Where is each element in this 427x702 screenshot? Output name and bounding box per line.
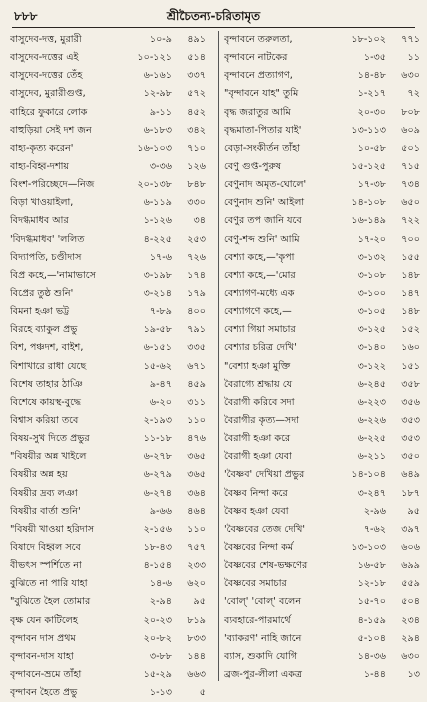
entry-page: ৯৫ [407, 505, 420, 517]
index-entry [10, 285, 206, 303]
entry-text: বেণু গুপ্ত-পুরুষ [224, 160, 282, 172]
entry-reference: ৬-১৫১ [143, 342, 172, 354]
index-entry [224, 521, 420, 539]
entry-reference: ১১-১৮ [143, 433, 172, 445]
entry-page: ৩৩০ [187, 197, 206, 209]
entry-reference: ১০-৫৮ [357, 142, 386, 154]
entry-text: বৃন্দাবনে প্রত্যাগণ, [224, 70, 293, 82]
entry-page: ১৬০ [401, 342, 420, 354]
index-entry [10, 140, 206, 158]
entry-page: ৩৩৫ [187, 342, 206, 354]
entry-page: ৬৩০ [401, 650, 420, 662]
entry-reference: ৬-২২৫ [357, 433, 386, 445]
index-entry [10, 503, 206, 521]
entry-page: ৩৫৮ [401, 378, 420, 390]
entry-text: বিদগ্ধমাধব আর [10, 215, 69, 227]
entry-text: 'ব্যাকরণ' নাহি জানে [224, 632, 302, 644]
index-entry [10, 612, 206, 630]
index-entry [10, 31, 206, 49]
index-entry [224, 648, 420, 666]
entry-text: বৈষ্ণবের সমাচার [224, 578, 287, 590]
entry-reference: ১৭-৬ [149, 251, 172, 263]
entry-reference: ৬-১৮৩ [143, 124, 172, 136]
entry-reference: ৩-২৪৭ [357, 487, 386, 499]
entry-reference: ১২-১৮ [357, 578, 386, 590]
entry-reference: ১৫-৬২ [143, 360, 172, 372]
column-divider [218, 31, 219, 681]
entry-page: ৬৯৯ [401, 560, 420, 572]
entry-page: ৫১৪ [187, 52, 206, 64]
index-entry [10, 430, 206, 448]
entry-page: ৩৪ [193, 215, 206, 227]
entry-reference: ১-৩৫ [363, 52, 386, 64]
entry-page: ১১০ [187, 414, 206, 426]
header-rule [12, 27, 415, 28]
entry-reference: ১-৪৪ [363, 668, 386, 680]
entry-reference: ৬-২২৬ [357, 414, 386, 426]
entry-reference: ২০-৩০ [357, 106, 386, 118]
entry-page: ৪৬৪ [187, 505, 206, 517]
entry-text: বৈষ্ণবের শেষ-ভক্ষণের [224, 560, 308, 572]
entry-text: বাহুড়িয়া সেই দশ জন [10, 124, 92, 136]
running-title: শ্রীচৈতন্য-চরিতামৃত [166, 9, 261, 23]
index-entry [10, 231, 206, 249]
entry-reference: ৭-৬২ [363, 523, 386, 535]
entry-text: ব্যাস, শুকাদি যোগি [224, 650, 298, 662]
index-entry [10, 557, 206, 575]
index-entry [224, 575, 420, 593]
entry-page: ৩৫৩ [401, 433, 420, 445]
index-entry [224, 285, 420, 303]
entry-page: ৬৭১ [187, 360, 206, 372]
entry-text: বৃদ্ধমাতা-পিতার যাই' [224, 124, 302, 136]
entry-text: বিষাদে বিহ্বল সবে [10, 541, 81, 553]
entry-text: বেশ্যা কহে,—'কৃপা [224, 251, 295, 263]
entry-reference: ৬-২৭৯ [143, 469, 172, 481]
index-entry [10, 394, 206, 412]
index-entry [10, 249, 206, 267]
entry-reference: ৩-৩৬ [149, 160, 172, 172]
entry-page: ১৮৭ [401, 487, 420, 499]
entry-text: "বৃন্দাবনে যাহ" তুমি [224, 88, 299, 100]
entry-page: ৩১১ [187, 396, 206, 408]
index-entry [224, 466, 420, 484]
entry-page: ৪৭৬ [187, 433, 206, 445]
entry-reference: ১৪-৩৬ [357, 650, 386, 662]
entry-reference: ১-১৩ [149, 687, 172, 699]
entry-page: ১৭৯ [187, 287, 206, 299]
index-entry [10, 339, 206, 357]
entry-reference: ১৬-১০৩ [137, 142, 172, 154]
entry-page: ৩৫৬ [401, 396, 420, 408]
index-entry [10, 212, 206, 230]
entry-text: বেশ্যাগণে কহে,— [224, 306, 292, 318]
entry-page: ৬২০ [187, 578, 206, 590]
entry-text: বৃক্ষ যেন কাটিলেহ [10, 614, 78, 626]
entry-reference: ৯-৬৬ [149, 505, 172, 517]
index-entry [224, 376, 420, 394]
entry-page: ৮৪৮ [187, 179, 206, 191]
page-number: ৮৮৮ [14, 9, 38, 23]
index-entry [10, 49, 206, 67]
index-entry [10, 485, 206, 503]
entry-text: বৈরাগ্যে শ্রদ্ধায় যে [224, 378, 293, 390]
entry-reference: ৩-২১৪ [143, 287, 172, 299]
entry-text: "বিষয়ীর অন্ন খাইলে [10, 451, 87, 463]
entry-page: ১১০ [187, 523, 206, 535]
index-entry [224, 212, 420, 230]
entry-text: বিমনা হঞা ভট্ট [10, 306, 70, 318]
entry-page: ১৫৫ [401, 251, 420, 263]
index-entry [224, 249, 420, 267]
entry-page: ৮১৯ [187, 614, 206, 626]
index-entry [10, 122, 206, 140]
index-entry [10, 176, 206, 194]
entry-reference: ১৪-৬ [149, 578, 172, 590]
entry-text: বিশাখারে রাধা যেছে [10, 360, 87, 372]
entry-page: ৭০০ [401, 233, 420, 245]
entry-text: বিশেষ তাহার ঠাঞি [10, 378, 83, 390]
entry-text: বৃন্দাবনে-ভ্রমে তাঁহা [10, 668, 82, 680]
entry-text: বেশ্যাগণ-মধ্যে এক [224, 287, 295, 299]
entry-reference: ৩-১৯৮ [143, 269, 172, 281]
entry-page: ৬৪৯ [401, 469, 420, 481]
entry-text: বিপ্রের তুষ্ঠ শুনি' [10, 287, 74, 299]
index-entry [224, 358, 420, 376]
index-entry [10, 194, 206, 212]
index-entry [10, 539, 206, 557]
entry-page: ১৪৪ [187, 650, 206, 662]
entry-text: ব্রজ-পুর-লীলা একত্র [224, 668, 303, 680]
index-entry [10, 521, 206, 539]
entry-text: বেড়া-সংকীর্তন তাঁহা [224, 142, 301, 154]
entry-reference: ৩-১০০ [357, 287, 386, 299]
index-entry [10, 67, 206, 85]
entry-page: ৪৯১ [187, 34, 206, 45]
entry-reference: ৩-১০৮ [357, 269, 386, 281]
entry-page: ৩৩৭ [187, 70, 206, 82]
left-column [10, 31, 206, 702]
entry-text: বৈষ্ণবের নিন্দা কর্ম [224, 541, 294, 553]
entry-page: ৪৫৯ [187, 378, 206, 390]
entry-text: ব্যবহারে-পারমার্থে [224, 614, 291, 626]
entry-text: বেণুর তপ জানি যবে [224, 215, 302, 227]
entry-page: ৫৫৯ [401, 578, 420, 590]
entry-text: বাহিরে ফুকারে লোক [10, 106, 88, 118]
entry-page: ৬৫০ [401, 197, 420, 209]
entry-text: "বুঝিতে হৈল তোমার [10, 596, 91, 608]
index-entry [10, 321, 206, 339]
entry-reference: ২০-৮২ [143, 632, 172, 644]
entry-text: বুঝিতে না পারি যাহা [10, 578, 88, 590]
index-entry [224, 267, 420, 285]
index-entry [10, 303, 206, 321]
entry-page: ৮৩৩ [187, 632, 206, 644]
entry-page: ৯৫ [193, 596, 206, 608]
entry-text: বিশ্বাস করিয়া তবে [10, 414, 79, 426]
entry-page: ৪০০ [187, 306, 206, 318]
entry-reference: ১৬-১৪৯ [351, 215, 386, 227]
entry-reference: ১৮-৪৩ [143, 541, 172, 553]
index-entry [224, 539, 420, 557]
entry-reference: ৭-৮৯ [149, 306, 172, 318]
entry-page: ৭৯১ [187, 324, 206, 336]
entry-page: ৩৫০ [401, 451, 420, 463]
entry-reference: ১৪-১০৮ [351, 197, 386, 209]
index-entry [10, 104, 206, 122]
entry-page: ৩৬৫ [187, 469, 206, 481]
entry-reference: ১৭-৩৮ [357, 179, 386, 191]
entry-text: বিষয়-সুখ দিতে প্রভুর [10, 433, 90, 445]
index-entry [224, 122, 420, 140]
entry-page: ১৫২ [401, 324, 420, 336]
entry-page: ১৫১ [401, 360, 420, 372]
entry-text: বৈরাগী হঞা যেবা [224, 451, 292, 463]
entry-reference: ৬-১১৯ [143, 197, 172, 209]
index-entry [224, 593, 420, 611]
index-entry [224, 448, 420, 466]
entry-page: ১৪৮ [401, 306, 420, 318]
entry-page: ২৫৩ [187, 233, 206, 245]
entry-text: বৃন্দাবন-দাস যাহা [10, 650, 74, 662]
entry-reference: ৩-১২৫ [357, 324, 386, 336]
entry-page: ৭২৬ [187, 251, 206, 263]
index-entry [224, 49, 420, 67]
entry-reference: ৪-১৫৪ [143, 560, 172, 572]
entry-page: ৩৪২ [187, 124, 206, 136]
entry-page: ৪৫২ [187, 106, 206, 118]
index-entry [224, 176, 420, 194]
index-entry [10, 376, 206, 394]
index-entry [10, 158, 206, 176]
index-entry [10, 412, 206, 430]
index-entry [224, 85, 420, 103]
index-entry [10, 575, 206, 593]
entry-reference: ১০-৯ [149, 34, 172, 45]
entry-reference: ২০-১৩৮ [137, 179, 172, 191]
entry-page: ১৪৮ [401, 269, 420, 281]
page-header [0, 0, 427, 30]
entry-text: বীভৎস স্পর্শিতে না [10, 560, 82, 572]
index-entry [224, 412, 420, 430]
entry-page: ৭৩৪ [401, 179, 420, 191]
entry-text: "বিষয়ী খাওয়া হরিদাস [10, 523, 95, 535]
entry-text: বেশ্যা গিয়া সমাচার [224, 324, 296, 336]
index-entry [10, 630, 206, 648]
entry-text: বৃন্দাবন হৈতে প্রভু [10, 687, 78, 699]
index-entry [224, 339, 420, 357]
entry-reference: ১-১২৬ [143, 215, 172, 227]
entry-reference: ৪-১৫৯ [357, 614, 386, 626]
entry-reference: ১৩-১১৩ [351, 124, 386, 136]
entry-reference: ৩-১০৫ [357, 306, 386, 318]
entry-text: বিষয়ীর বার্তা শুনি' [10, 505, 81, 517]
entry-text: বাসুদেব-দত্ত, মুরারী [10, 34, 82, 45]
entry-page: ৩৬৫ [187, 451, 206, 463]
entry-page: ১৩ [407, 668, 420, 680]
index-entry [224, 158, 420, 176]
entry-reference: ২-১৯৩ [143, 414, 172, 426]
index-entry [224, 140, 420, 158]
entry-reference: ৬-২৪৫ [357, 378, 386, 390]
entry-reference: ২-৯৪ [149, 596, 172, 608]
index-entry [10, 666, 206, 684]
entry-text: বিদ্যাপতি, চণ্ডীদাস [10, 251, 82, 263]
index-entry [224, 557, 420, 575]
entry-page: ৭৭১ [401, 34, 420, 45]
entry-page: ৬০৯ [401, 124, 420, 136]
entry-text: 'বোল্' 'বোল্' বলেন [224, 596, 302, 608]
entry-text: বাহ্য-বিহ্ব-দশায় [10, 160, 70, 172]
entry-page: ১৪৭ [401, 287, 420, 299]
entry-reference: ৬-২৭৪ [143, 487, 172, 499]
entry-reference: ১৯-৫৮ [143, 324, 172, 336]
index-entry [10, 593, 206, 611]
entry-text: বৈষ্ণব নিন্দা করে [224, 487, 288, 499]
entry-reference: ৫-১০৪ [357, 632, 386, 644]
entry-text: বিংশ-পরিচ্ছেদে—নিজ [10, 179, 95, 191]
entry-text: বাসুদেব-দত্তের এই [10, 52, 79, 64]
entry-text: বৃন্দাবন দাস প্রথম [10, 632, 76, 644]
entry-page: ৫০১ [401, 142, 420, 154]
entry-page: ৬৩০ [401, 70, 420, 82]
entry-reference: ১৪-১০৪ [351, 469, 386, 481]
entry-reference: ৪-২২৫ [143, 233, 172, 245]
entry-text: বাসুদেব-দত্তের তেঁহ [10, 70, 83, 82]
entry-text: বৈরাগী হঞা করে [224, 433, 291, 445]
entry-reference: ৬-১৬১ [143, 70, 172, 82]
entry-reference: ১৫-২৯ [143, 668, 172, 680]
entry-text: বৈরাগীর কৃত্য—সদা [224, 414, 300, 426]
entry-text: বৈরাগী করিবে সদা [224, 396, 295, 408]
entry-page: ৬৬৩ [187, 668, 206, 680]
index-entry [224, 104, 420, 122]
entry-text: বেশ্যা কহে,—'মোর [224, 269, 296, 281]
entry-page: ৮০৮ [401, 106, 420, 118]
entry-page: ৫ [199, 687, 206, 699]
entry-text: বিষয়ীর অন্ন হয় [10, 469, 68, 481]
entry-text: বৈষ্ণব হঞা যেবা [224, 505, 289, 517]
entry-reference: ৬-২০ [149, 396, 172, 408]
entry-page: ৫৭২ [187, 88, 206, 100]
entry-text: বিশেষে কায়স্থ-বুদ্ধে [10, 396, 81, 408]
entry-text: বৃদ্ধ জরাতুর আমি [224, 106, 291, 118]
entry-reference: ১৫-৭০ [357, 596, 386, 608]
index-entry [10, 448, 206, 466]
entry-reference: ১০-১২১ [137, 52, 172, 64]
entry-reference: ১৩-১০৩ [351, 541, 386, 553]
index-entry [224, 630, 420, 648]
entry-page: ২৩৪ [401, 614, 420, 626]
entry-reference: ২-১৫৬ [143, 523, 172, 535]
entry-reference: ১৪-৪৮ [357, 70, 386, 82]
entry-text: 'বৈষ্ণবের তেজ দেখি' [224, 523, 306, 535]
entry-page: ১১ [407, 52, 420, 64]
entry-text: বিশ, পঞ্চদশ, বাইশ, [10, 342, 84, 354]
entry-text: বেণুনাদ শুনি' আইলা [224, 197, 305, 209]
entry-reference: ১৫-১২৫ [351, 160, 386, 172]
entry-page: ৩৫৩ [401, 414, 420, 426]
entry-page: ৩৯৭ [401, 523, 420, 535]
entry-text: বৃন্দাবনে তরুলতা, [224, 34, 293, 45]
entry-text: 'বৈষ্ণব' দেখিয়া প্রভুর [224, 469, 305, 481]
entry-text: বাসুদেব, মুরারীগুপ্ত, [10, 88, 86, 100]
entry-reference: ৩-৮৮ [149, 650, 172, 662]
entry-page: ১২৬ [187, 160, 206, 172]
index-entry [224, 666, 420, 684]
index-entry [10, 358, 206, 376]
entry-page: ৩৬৪ [187, 487, 206, 499]
entry-reference: ৩-১৪০ [357, 342, 386, 354]
entry-reference: ১-২১৭ [357, 88, 386, 100]
entry-reference: ৯-১১ [149, 106, 172, 118]
index-entry [224, 394, 420, 412]
index-entry [224, 67, 420, 85]
index-entry [224, 485, 420, 503]
entry-text: বেশ্যার চরিত্র দেখি' [224, 342, 297, 354]
entry-reference: ২০-২৩ [143, 614, 172, 626]
entry-page: ৭৫৭ [187, 541, 206, 553]
index-entry [224, 430, 420, 448]
index-entry [10, 85, 206, 103]
entry-page: ২৯৪ [401, 632, 420, 644]
entry-reference: ৩-১২২ [357, 360, 386, 372]
entry-page: ৭২২ [401, 215, 420, 227]
entry-text: বেণুনাদ অমৃত-ঘোলে' [224, 179, 307, 191]
entry-reference: ১২-৯৮ [143, 88, 172, 100]
entry-reference: ৩-১৩২ [357, 251, 386, 263]
entry-reference: ১৬-৫৮ [357, 560, 386, 572]
entry-reference: ২-৯৬ [363, 505, 386, 517]
index-entry [10, 648, 206, 666]
right-column [224, 31, 420, 684]
index-entry [224, 612, 420, 630]
index-entry [224, 303, 420, 321]
entry-reference: ৯-৪৭ [149, 378, 172, 390]
entry-reference: ৬-২২৩ [357, 396, 386, 408]
entry-text: 'বিদগ্ধমাধব' 'ললিত [10, 233, 85, 245]
entry-text: বিষয়ীর দ্রব্য লঞা [10, 487, 78, 499]
index-entry [224, 194, 420, 212]
index-entry [224, 231, 420, 249]
entry-text: "বেশ্যা হঞা মুক্তি [224, 360, 291, 372]
index-entry [224, 503, 420, 521]
index-entry [224, 321, 420, 339]
entry-page: ৭১০ [187, 142, 206, 154]
entry-page: ৭২ [407, 88, 420, 100]
entry-text: বাহ্য-কৃত্য করেন' [10, 142, 74, 154]
entry-reference: ১৮-১০২ [351, 34, 386, 45]
index-entry [10, 466, 206, 484]
entry-text: বৃন্দাবনে নাটকের [224, 52, 288, 64]
entry-text: বেণু-শব্দ শুনি' আমি [224, 233, 300, 245]
entry-text: বিরহে ব্যাকুল প্রভু [10, 324, 78, 336]
index-entry [224, 31, 420, 49]
entry-page: ১৭৪ [187, 269, 206, 281]
entry-page: ৬০৬ [401, 541, 420, 553]
entry-page: ২৩৩ [187, 560, 206, 572]
entry-reference: ৬-২১১ [357, 451, 386, 463]
index-entry [10, 267, 206, 285]
entry-reference: ১৭-২০ [357, 233, 386, 245]
entry-page: ৫০৪ [401, 596, 420, 608]
entry-reference: ৬-২৭৮ [143, 451, 172, 463]
entry-text: বিড়া খাওয়াইলা, [10, 197, 74, 209]
entry-page: ৭১৫ [401, 160, 420, 172]
entry-text: বিপ্র কহে,—'নামাভাসে [10, 269, 96, 281]
